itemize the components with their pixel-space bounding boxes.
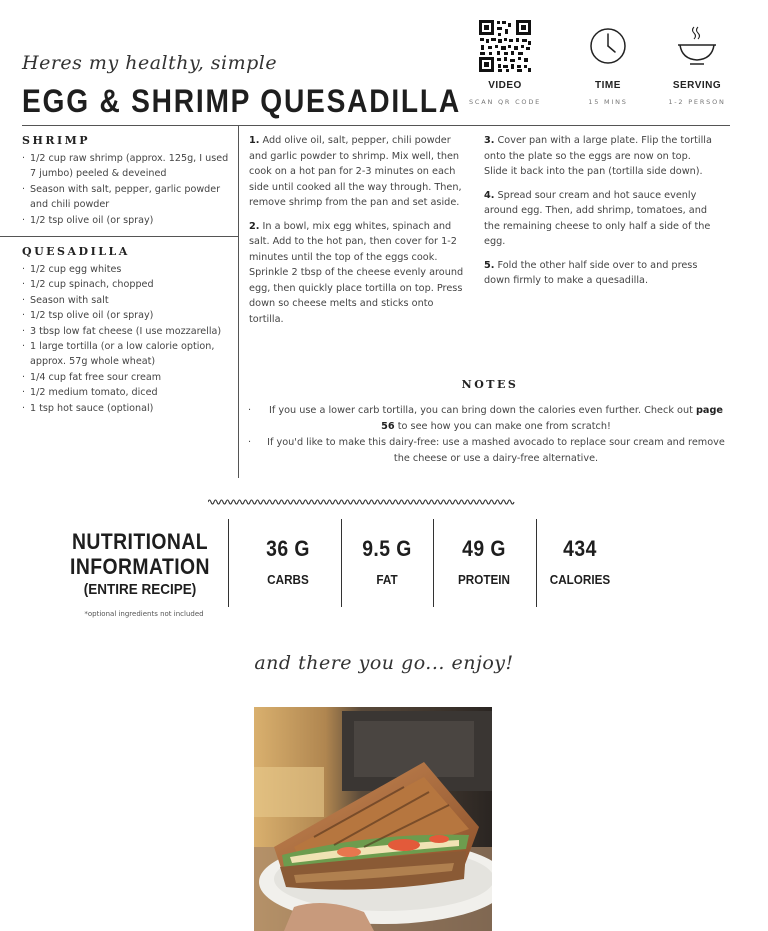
list-item: · 1/2 cup egg whites <box>22 262 236 277</box>
tagline: Heres my healthy, simple <box>22 52 278 74</box>
step-5: 5. Fold the other half side over to and press down firmly to make a quesadilla. <box>484 259 698 286</box>
quesadilla-photo <box>254 707 492 931</box>
column-divider <box>238 126 239 478</box>
list-item: · 1 tsp hot sauce (optional) <box>22 401 236 416</box>
time-sub: 15 MINS <box>588 98 628 106</box>
shrimp-heading: SHRIMP <box>22 134 91 147</box>
stat-divider <box>433 519 434 607</box>
clock-icon <box>563 18 653 74</box>
bowl-icon <box>652 18 742 74</box>
list-item: · 1/2 cup raw shrimp (approx. 125g, I used 7 jumbo) peeled & deveined <box>22 151 236 182</box>
stat-protein: 49 G PROTEIN <box>457 536 511 587</box>
notes-heading: NOTES <box>461 378 519 391</box>
meta-video[interactable] <box>460 18 550 106</box>
step-4: 4. Spread sour cream and hot sauce evenly around egg. Then, add shrimp, tomatoes, and the remaining cheese to only half a side of the egg. <box>484 189 711 247</box>
quesadilla-section <box>22 245 236 416</box>
list-item: · Season with salt, pepper, garlic powder and chili powder <box>22 182 236 213</box>
stat-divider <box>341 519 342 607</box>
list-item: · 1/2 cup spinach, chopped <box>22 277 236 292</box>
qr-code-icon[interactable] <box>460 18 550 74</box>
wavy-divider <box>208 492 518 511</box>
step-3: 3. Cover pan with a large plate. Flip the tortilla onto the plate so the eggs are now on top. Slide it back into the pan (tortilla side down). <box>484 135 712 177</box>
nutrition-title: NUTRITIONAL INFORMATION (ENTIRE RECIPE) <box>69 529 210 598</box>
steps-column-right <box>484 133 716 297</box>
step-2: 2. In a bowl, mix egg whites, spinach and salt. Add to the hot pan, then cover for 1-2 minutes until the top of the eggs cook. Sprinkle 2 tbsp of the cheese evenly around egg, then quickly place tortilla on top. Press down so cheese melts and sticks onto tortilla. <box>249 220 464 325</box>
meta-time <box>563 18 653 106</box>
stat-carbs: 36 G CARBS <box>266 536 310 587</box>
note-1: · If you use a lower carb tortilla, you can bring down the calories even further. Check out page 56 to see how you can make one from scratch! <box>248 403 728 435</box>
stat-divider <box>536 519 537 607</box>
page-reference: page 56 <box>381 405 723 432</box>
note-2: · If you'd like to make this dairy-free: use a mashed avocado to replace sour cream and remove the cheese or use a dairy-free alternative. <box>248 435 728 467</box>
serving-label: SERVING <box>672 80 722 91</box>
list-item: · 1/2 medium tomato, diced <box>22 385 236 400</box>
time-label: TIME <box>595 80 621 91</box>
notes-list <box>248 403 728 467</box>
stat-fat: 9.5 G FAT <box>362 536 412 587</box>
quesadilla-heading: QUESADILLA <box>22 245 130 258</box>
list-item: · 1/4 cup fat free sour cream <box>22 370 236 385</box>
recipe-title: EGG & SHRIMP QUESADILLA <box>22 83 461 119</box>
quesadilla-list <box>22 262 236 416</box>
list-item: · 1 large tortilla (or a low calorie option, approx. 57g whole wheat) <box>22 339 236 370</box>
list-item: · 3 tbsp low fat cheese (I use mozzarella) <box>22 324 236 339</box>
nutrition-footnote: *optional ingredients not included <box>84 610 204 618</box>
meta-serving <box>652 18 742 106</box>
serving-sub: 1-2 PERSON <box>668 98 726 106</box>
shrimp-section <box>22 134 236 228</box>
stat-divider <box>228 519 229 607</box>
closing-text: and there you go... enjoy! <box>254 652 514 674</box>
list-item: · 1/2 tsp olive oil (or spray) <box>22 308 236 323</box>
video-label: VIDEO <box>488 80 522 91</box>
ingredients-divider <box>0 236 238 237</box>
list-item: · Season with salt <box>22 293 236 308</box>
stat-calories: 434 CALORIES <box>549 536 611 587</box>
header-divider <box>22 125 730 126</box>
shrimp-list <box>22 151 236 228</box>
step-1: 1. Add olive oil, salt, pepper, chili powder and garlic powder to shrimp. Mix well, then cook on a hot pan for 2-3 minutes on each side until cooked all the way through. Then, remove shrimp from the pan and set aside. <box>249 135 462 208</box>
list-item: · 1/2 tsp olive oil (or spray) <box>22 213 236 228</box>
video-sub: SCAN QR CODE <box>468 98 542 106</box>
steps-column-left <box>249 133 469 335</box>
